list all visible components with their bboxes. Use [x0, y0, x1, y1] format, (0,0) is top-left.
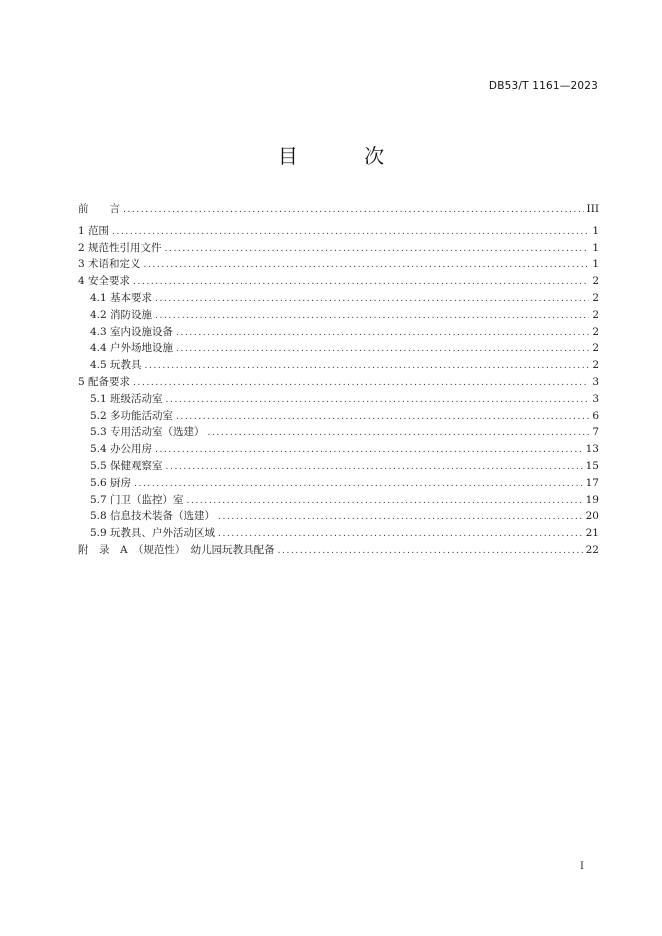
toc-entry[interactable]	[78, 542, 599, 559]
toc-dot-leader	[278, 543, 583, 560]
toc-entry-label: 4 安全要求	[78, 275, 131, 288]
toc-entry-label: 5.9 玩教具、户外活动区域	[90, 527, 216, 540]
toc-entry[interactable]	[78, 240, 599, 257]
toc-dot-leader	[155, 442, 583, 459]
toc-entry[interactable]	[78, 508, 599, 525]
toc-entry-page: 2	[592, 359, 599, 372]
toc-entry[interactable]	[78, 340, 599, 357]
toc-dot-leader	[144, 257, 590, 274]
toc-entry-label: 3 术语和定义	[78, 258, 141, 271]
toc-entry[interactable]	[78, 391, 599, 408]
toc-dot-leader	[218, 526, 583, 543]
toc-dot-leader	[187, 493, 583, 510]
toc-entry-page: III	[586, 203, 599, 215]
toc-entry-page: 1	[592, 224, 599, 237]
toc-entry-page: 20	[585, 510, 599, 523]
toc-entry-page: 19	[585, 493, 599, 506]
toc-entry-label: 前 言	[78, 203, 120, 215]
toc-dot-leader	[145, 358, 590, 375]
toc-entry-page: 1	[592, 258, 599, 271]
toc-entry[interactable]	[78, 324, 599, 341]
table-of-contents	[78, 201, 599, 559]
toc-entry-label: 5.1 班级活动室	[90, 392, 163, 405]
toc-entry-page: 15	[585, 459, 599, 472]
toc-entry[interactable]	[78, 273, 599, 290]
toc-dot-leader	[133, 375, 589, 392]
toc-entry-page: 17	[585, 476, 599, 489]
toc-entry-page: 2	[592, 291, 599, 304]
toc-entry-page: 22	[585, 543, 599, 556]
toc-entry-page: 2	[592, 308, 599, 321]
toc-entry-label: 5.6 厨房	[90, 476, 132, 489]
toc-entry[interactable]	[78, 256, 599, 273]
toc-dot-leader	[133, 274, 589, 291]
page-number: I	[579, 860, 584, 872]
toc-entry-label: 5 配备要求	[78, 375, 131, 388]
toc-dot-leader	[176, 341, 589, 358]
toc-entry-page: 7	[592, 426, 599, 439]
toc-entry-label: 5.4 办公用房	[90, 443, 153, 456]
toc-entry[interactable]	[78, 458, 599, 475]
toc-entry[interactable]	[78, 492, 599, 509]
toc-dot-leader	[155, 308, 589, 325]
toc-entry[interactable]	[78, 357, 599, 374]
toc-dot-leader	[155, 291, 589, 308]
toc-entry[interactable]	[78, 424, 599, 441]
toc-dot-leader	[123, 202, 584, 219]
toc-entry[interactable]	[78, 290, 599, 307]
toc-entry-label: 2 规范性引用文件	[78, 241, 162, 254]
toc-entry-label: 4.3 室内设施设备	[90, 325, 174, 338]
toc-entry-page: 13	[585, 443, 599, 456]
toc-entry-page: 1	[592, 241, 599, 254]
toc-entry-page: 21	[585, 527, 599, 540]
toc-entry[interactable]	[78, 307, 599, 324]
toc-entry[interactable]	[78, 475, 599, 492]
toc-dot-leader	[166, 459, 583, 476]
toc-entry-page: 6	[592, 409, 599, 422]
toc-entry-label: 4.5 玩教具	[90, 359, 142, 372]
toc-dot-leader	[166, 392, 590, 409]
toc-entry-page: 3	[592, 375, 599, 388]
toc-entry[interactable]	[78, 201, 599, 218]
toc-entry-page: 2	[592, 275, 599, 288]
toc-dot-leader	[112, 224, 589, 241]
toc-dot-leader	[134, 476, 583, 493]
toc-entry-label: 附 录 A （规范性） 幼儿园玩教具配备	[78, 543, 275, 556]
toc-entry-page: 3	[592, 392, 599, 405]
toc-dot-leader	[165, 241, 590, 258]
toc-entry-label: 4.4 户外场地设施	[90, 342, 174, 355]
toc-entry[interactable]	[78, 525, 599, 542]
toc-entry[interactable]	[78, 408, 599, 425]
toc-dot-leader	[208, 425, 590, 442]
toc-entry-label: 1 范围	[78, 224, 110, 237]
toc-entry[interactable]	[78, 441, 599, 458]
page-title: 目 次	[277, 144, 415, 168]
toc-dot-leader	[218, 509, 583, 526]
toc-dot-leader	[176, 409, 589, 426]
toc-entry-label: 5.3 专用活动室（选建）	[90, 426, 205, 439]
toc-entry-label: 4.1 基本要求	[90, 291, 153, 304]
document-code: DB53/T 1161—2023	[488, 80, 598, 92]
toc-entry-label: 4.2 消防设施	[90, 308, 153, 321]
toc-entry[interactable]	[78, 374, 599, 391]
toc-entry-label: 5.7 门卫（监控）室	[90, 493, 184, 506]
toc-entry[interactable]	[78, 223, 599, 240]
toc-entry-label: 5.2 多功能活动室	[90, 409, 174, 422]
toc-entry-label: 5.8 信息技术装备（选建）	[90, 510, 216, 523]
toc-entry-page: 2	[592, 325, 599, 338]
toc-entry-page: 2	[592, 342, 599, 355]
toc-entry-label: 5.5 保健观察室	[90, 459, 163, 472]
toc-dot-leader	[176, 325, 589, 342]
